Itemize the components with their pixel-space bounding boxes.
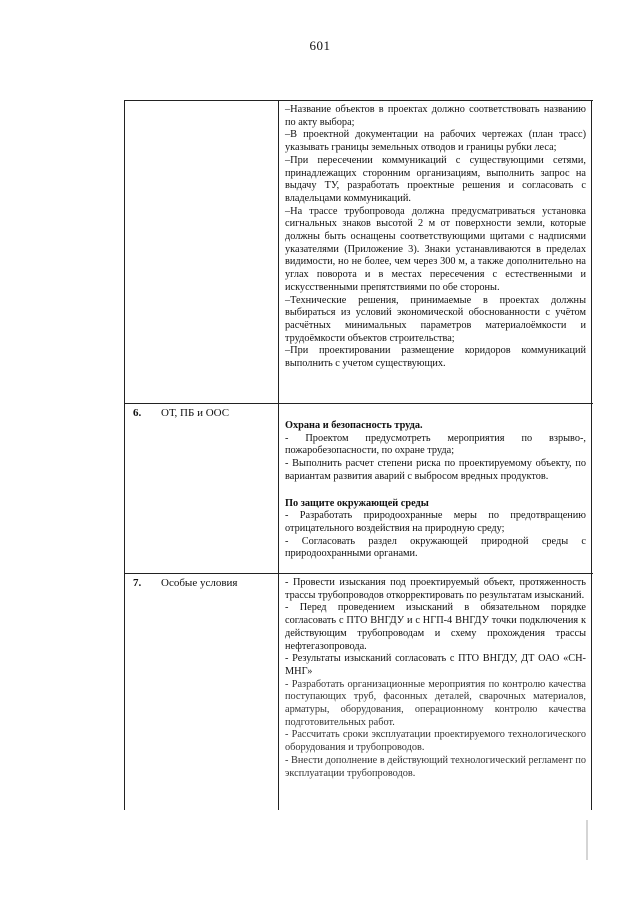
table-top-border: [125, 100, 593, 101]
column-divider-2: [278, 100, 279, 810]
row-7-number: 7.: [133, 577, 142, 589]
row-5-item: –При проектировании размещение коридоров коммуникаций выполнить с учетом существующих.: [285, 345, 586, 370]
row-5-content: [285, 104, 586, 371]
row-6-heading-safety: Охрана и безопасность труда.: [285, 420, 423, 431]
page-number: 601: [309, 38, 331, 53]
row-6-number: 6.: [133, 407, 142, 419]
row-7-label: Особые условия: [161, 577, 238, 589]
row-7-item: - Результаты изысканий согласовать с ПТО ВНГДУ, ДТ ОАО «СН-МНГ»: [285, 653, 586, 677]
row-6-heading-environment: По защите окружающей среды: [285, 497, 429, 509]
row-6-item: - Разработать природоохранные меры по предотвращению отрицательного воздействия на природную среду;: [285, 510, 586, 534]
row-6-item: - Выполнить расчет степени риска по проектируемому объекту, по вариантам развития аварий с выбросом вредных продуктов.: [285, 458, 586, 482]
row-5-item: –В проектной документации на рабочих чертежах (план трасс) указывать границы земельных отводов и границы рубки леса;: [285, 129, 586, 154]
row-6-item: - Согласовать раздел окружающей природной среды с природоохранными органами.: [285, 535, 586, 560]
row-7-item: - Рассчитать сроки эксплуатации проектируемого технологического оборудования и трубопроводов.: [285, 729, 586, 754]
row-7-item: - Перед проведением изысканий в обязательном порядке согласовать с ПТО ВНГДУ и с НГП-4 ВНГДУ точки подключения к действующим трубопроводам и схему прохождения трассы нефтегазопровода.: [285, 602, 586, 652]
row-divider-6: [125, 403, 593, 404]
requirements-table: [124, 100, 593, 810]
row-7-content: [285, 577, 586, 780]
scan-artifact: [586, 820, 588, 860]
row-6-content: [285, 420, 586, 561]
row-5-item: –Название объектов в проектах должно соответствовать названию по акту выбора;: [285, 104, 586, 128]
row-5-item: –На трассе трубопровода должна предусматриваться установка сигнальных знаков высотой 2 м от поверхности земли, которые должны быть оснащены соответствующими щитами с надписями указателями (Приложение 3). Знаки устанавливаются в пределах видимости, но не более, чем через 300 м, а также дополнительно на углах поворота и в местах пересечения с естественными и искусственными препятствиями по обе стороны.: [285, 205, 586, 293]
row-7-item: - Провести изыскания под проектируемый объект, протяженность трассы трубопроводов откорректировать по результатам изысканий.: [285, 577, 586, 601]
column-divider-3: [591, 100, 592, 810]
row-6-label: ОТ, ПБ и ООС: [161, 407, 230, 419]
row-5-item: –При пересечении коммуникаций с существующими сетями, принадлежащих сторонним организациям, выполнить запрос на выдачу ТУ, разработать проектные решения и согласовать с владельцами коммуникаций.: [285, 154, 586, 204]
row-5-item: –Технические решения, принимаемые в проектах должны выбираться из условий экономической обоснованности с учётом расчётных минимальных параметров материалоёмкости и трудоёмкости объектов строительства;: [285, 294, 586, 344]
row-7-item: - Разработать организационные мероприятия по контролю качества поступающих труб, фасонных деталей, сварочных материалов, арматуры, оборудования, операционному контролю качества подготовительных работ.: [285, 678, 586, 728]
row-divider-7: [125, 573, 593, 574]
row-6-item: - Проектом предусмотреть мероприятия по взрыво-, пожаробезопасности, по охране труда;: [285, 432, 586, 457]
row-7-item: - Внести дополнение в действующий технологический регламент по эксплуатации трубопроводов.: [285, 754, 586, 779]
